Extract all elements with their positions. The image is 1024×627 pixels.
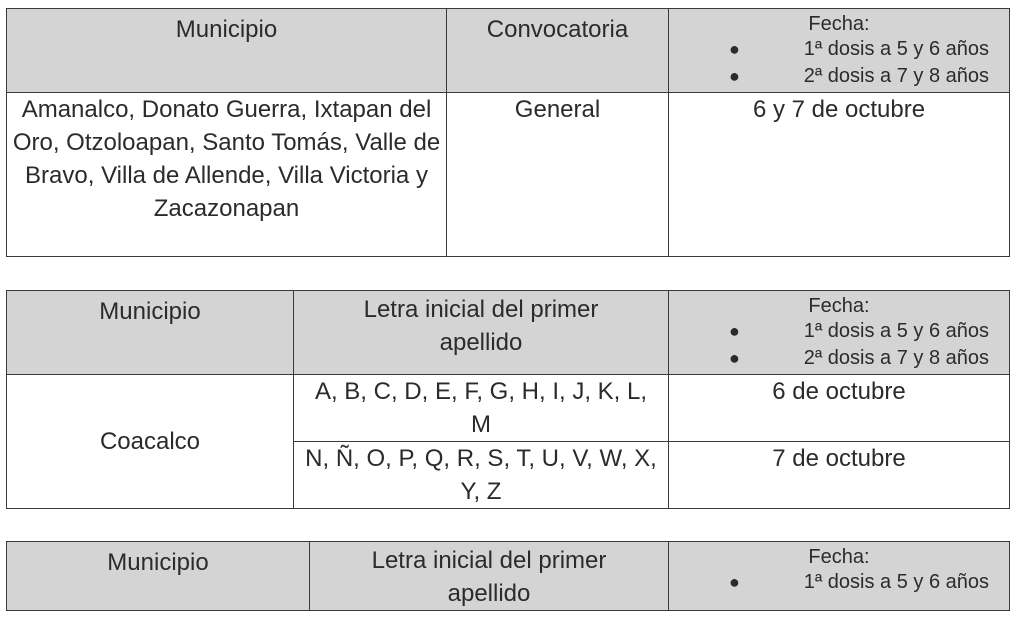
cell-convocatoria [447, 93, 669, 257]
fecha-text: 7 de octubre [772, 445, 906, 472]
dose-item: ● 2ª dosis a 7 y 8 años [669, 63, 1009, 90]
header-letra [310, 542, 669, 611]
header-letra-label: Letra inicial del primer apellido [363, 296, 599, 356]
table-header-row [7, 542, 1010, 611]
header-fecha-label: Fecha: [808, 546, 870, 568]
table-row [7, 93, 1010, 257]
header-fecha [669, 291, 1010, 375]
dose-item: ● 2ª dosis a 7 y 8 años [669, 345, 1009, 372]
header-fecha [669, 9, 1010, 93]
cell-fecha [669, 93, 1010, 257]
dose-list [669, 569, 1009, 596]
table-header-row [7, 291, 1010, 375]
cell-municipios [7, 93, 447, 257]
dose-list [669, 36, 1009, 90]
bullet-icon: ● [729, 66, 740, 86]
municipio-text: Coacalco [99, 428, 201, 455]
bullet-icon: ● [729, 572, 740, 592]
cell-fecha [669, 442, 1010, 509]
cell-letras [294, 375, 669, 442]
schedule-table-third [6, 541, 1010, 611]
cell-fecha [669, 375, 1010, 442]
header-municipio [7, 9, 447, 93]
header-letra-label: Letra inicial del primer apellido [371, 547, 607, 607]
schedule-table-coacalco [6, 290, 1010, 509]
header-municipio [7, 542, 310, 611]
letras-text: N, Ñ, O, P, Q, R, S, T, U, V, W, X, Y, Z [305, 445, 657, 505]
header-fecha-label: Fecha: [808, 13, 870, 35]
cell-letras [294, 442, 669, 509]
cell-municipio [7, 375, 294, 509]
header-fecha [669, 542, 1010, 611]
dose-item: ● 1ª dosis a 5 y 6 años [669, 569, 1009, 596]
dose-list [669, 318, 1009, 372]
table-row [7, 375, 1010, 442]
fecha-text: 6 y 7 de octubre [752, 96, 926, 123]
schedule-table-general [6, 8, 1010, 257]
header-letra [294, 291, 669, 375]
bullet-icon: ● [729, 348, 740, 368]
header-convocatoria-label: Convocatoria [486, 16, 629, 43]
municipios-text: Amanalco, Donato Guerra, Ixtapan del Oro, Otzoloapan, Santo Tomás, Valle de Bravo, Villa de Allende, Villa Victoria y Zacazonapan [12, 96, 441, 222]
convocatoria-text: General [514, 96, 601, 123]
header-convocatoria [447, 9, 669, 93]
bullet-icon: ● [729, 39, 740, 59]
dose-item: ● 1ª dosis a 5 y 6 años [669, 318, 1009, 345]
letras-text: A, B, C, D, E, F, G, H, I, J, K, L, M [314, 378, 648, 438]
header-municipio-label: Municipio [107, 549, 209, 576]
dose-item: ● 1ª dosis a 5 y 6 años [669, 36, 1009, 63]
header-municipio [7, 291, 294, 375]
fecha-text: 6 de octubre [772, 378, 906, 405]
header-fecha-label: Fecha: [808, 295, 870, 317]
header-municipio-label: Municipio [175, 16, 278, 43]
header-municipio-label: Municipio [99, 298, 201, 325]
table-header-row [7, 9, 1010, 93]
bullet-icon: ● [729, 321, 740, 341]
